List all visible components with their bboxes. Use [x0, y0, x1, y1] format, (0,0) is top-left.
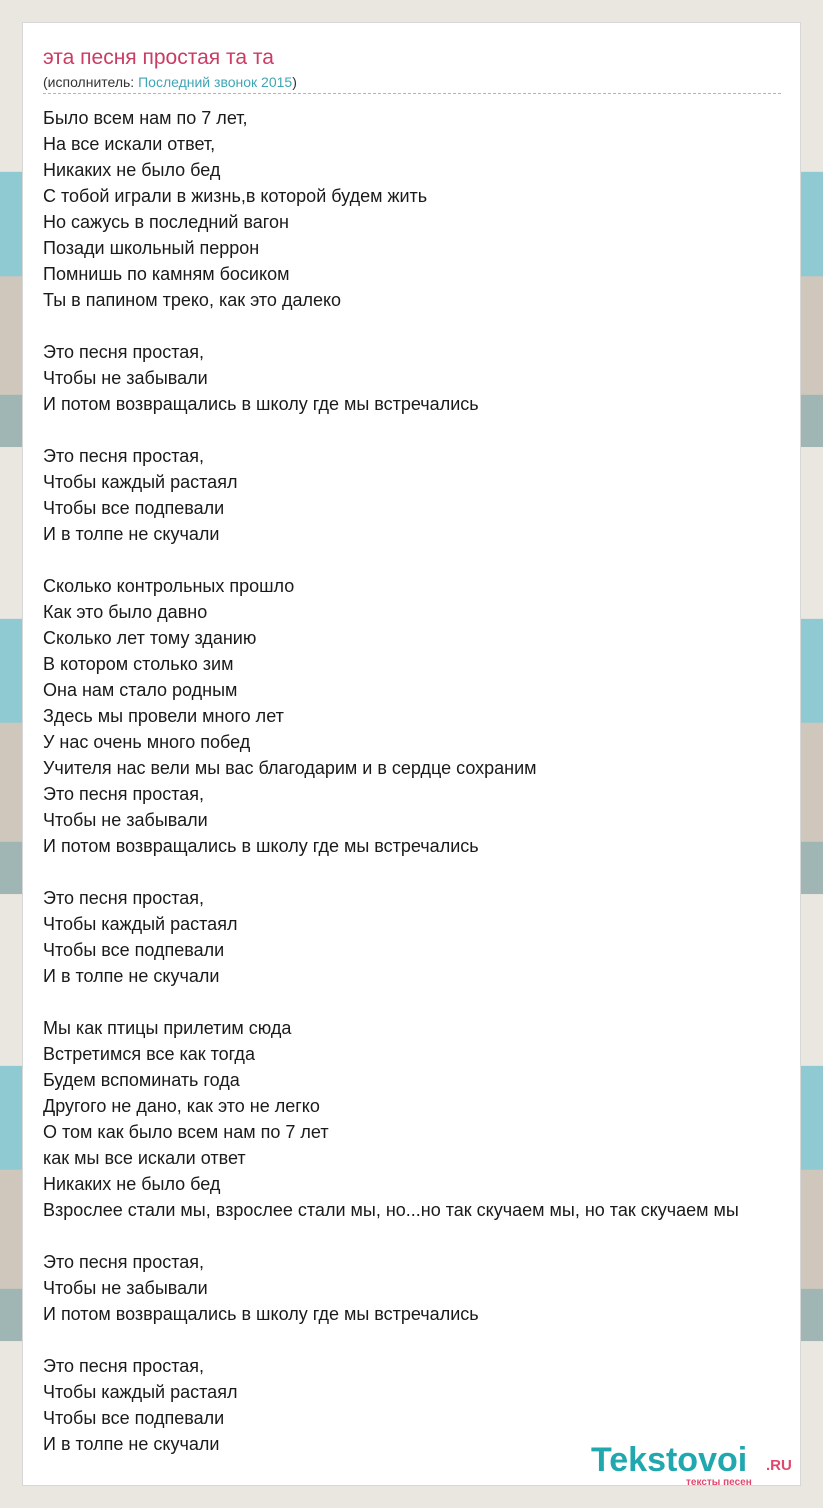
- lyrics-body: [43, 105, 823, 1457]
- stanza-break: [43, 989, 823, 1015]
- lyric-line: Это песня простая,: [43, 1356, 205, 1376]
- lyric-line: Чтобы каждый растаял: [43, 472, 238, 492]
- logo-tagline: тексты песен: [686, 1477, 752, 1488]
- stanza-break: [43, 1223, 823, 1249]
- lyric-line: Другого не дано, как это не легко: [43, 1096, 320, 1116]
- lyric-line: Чтобы все подпевали: [43, 940, 225, 960]
- title-divider: [43, 93, 781, 94]
- lyric-line: Позади школьный перрон: [43, 238, 260, 258]
- site-logo[interactable]: [591, 1441, 801, 1489]
- lyric-line: И потом возвращались в школу где мы встречались: [43, 1304, 479, 1324]
- lyric-line: В котором столько зим: [43, 654, 234, 674]
- lyric-line: Чтобы не забывали: [43, 810, 208, 830]
- lyric-line: Чтобы не забывали: [43, 368, 208, 388]
- song-title: эта песня простая та та: [43, 46, 274, 69]
- stanza-break: [43, 859, 823, 885]
- lyric-line: Ты в папином треко, как это далеко: [43, 290, 342, 310]
- lyric-line: И в толпе не скучали: [43, 966, 220, 986]
- lyric-line: Как это было давно: [43, 602, 208, 622]
- logo-domain: .RU: [766, 1457, 792, 1474]
- artist-line: [43, 74, 297, 90]
- lyric-line: Встретимся все как тогда: [43, 1044, 255, 1064]
- artist-prefix: (исполнитель:: [43, 74, 139, 90]
- lyric-line: Было всем нам по 7 лет,: [43, 108, 248, 128]
- lyric-line: Но сажусь в последний вагон: [43, 212, 289, 232]
- lyric-line: Здесь мы провели много лет: [43, 706, 284, 726]
- stanza-break: [43, 1327, 823, 1353]
- lyric-line: Чтобы все подпевали: [43, 1408, 225, 1428]
- lyric-line: И в толпе не скучали: [43, 1434, 220, 1454]
- lyric-line: Чтобы не забывали: [43, 1278, 208, 1298]
- logo-wordmark: Tekstovoi: [591, 1441, 748, 1479]
- lyric-line: Она нам стало родным: [43, 680, 238, 700]
- lyric-line: Чтобы каждый растаял: [43, 1382, 238, 1402]
- lyrics-card: [22, 22, 801, 1486]
- lyric-line: И в толпе не скучали: [43, 524, 220, 544]
- stanza-break: [43, 547, 823, 573]
- lyric-line: Взрослее стали мы, взрослее стали мы, но...но так скучаем мы, но так скучаем мы: [43, 1200, 739, 1220]
- lyric-line: Сколько лет тому зданию: [43, 628, 257, 648]
- lyric-line: О том как было всем нам по 7 лет: [43, 1122, 329, 1142]
- artist-suffix: ): [292, 74, 297, 90]
- lyric-line: Чтобы все подпевали: [43, 498, 225, 518]
- lyric-line: Это песня простая,: [43, 888, 205, 908]
- lyric-line: Помнишь по камням босиком: [43, 264, 290, 284]
- lyric-line: Будем вспоминать года: [43, 1070, 240, 1090]
- lyric-line: как мы все искали ответ: [43, 1148, 246, 1168]
- lyric-line: Это песня простая,: [43, 1252, 205, 1272]
- lyric-line: И потом возвращались в школу где мы встречались: [43, 394, 479, 414]
- stanza-break: [43, 417, 823, 443]
- artist-link[interactable]: Последний звонок 2015: [138, 74, 293, 90]
- lyric-line: Это песня простая,: [43, 342, 205, 362]
- lyric-line: Сколько контрольных прошло: [43, 576, 295, 596]
- lyric-line: Чтобы каждый растаял: [43, 914, 238, 934]
- lyric-line: Никаких не было бед: [43, 1174, 221, 1194]
- lyric-line: Никаких не было бед: [43, 160, 221, 180]
- lyric-line: На все искали ответ,: [43, 134, 216, 154]
- lyric-line: Это песня простая,: [43, 446, 205, 466]
- lyric-line: И потом возвращались в школу где мы встречались: [43, 836, 479, 856]
- lyric-line: Учителя нас вели мы вас благодарим и в сердце сохраним: [43, 758, 537, 778]
- lyric-line: Это песня простая,: [43, 784, 205, 804]
- lyric-line: Мы как птицы прилетим сюда: [43, 1018, 292, 1038]
- lyric-line: С тобой играли в жизнь,в которой будем жить: [43, 186, 428, 206]
- stanza-break: [43, 313, 823, 339]
- lyric-line: У нас очень много побед: [43, 732, 251, 752]
